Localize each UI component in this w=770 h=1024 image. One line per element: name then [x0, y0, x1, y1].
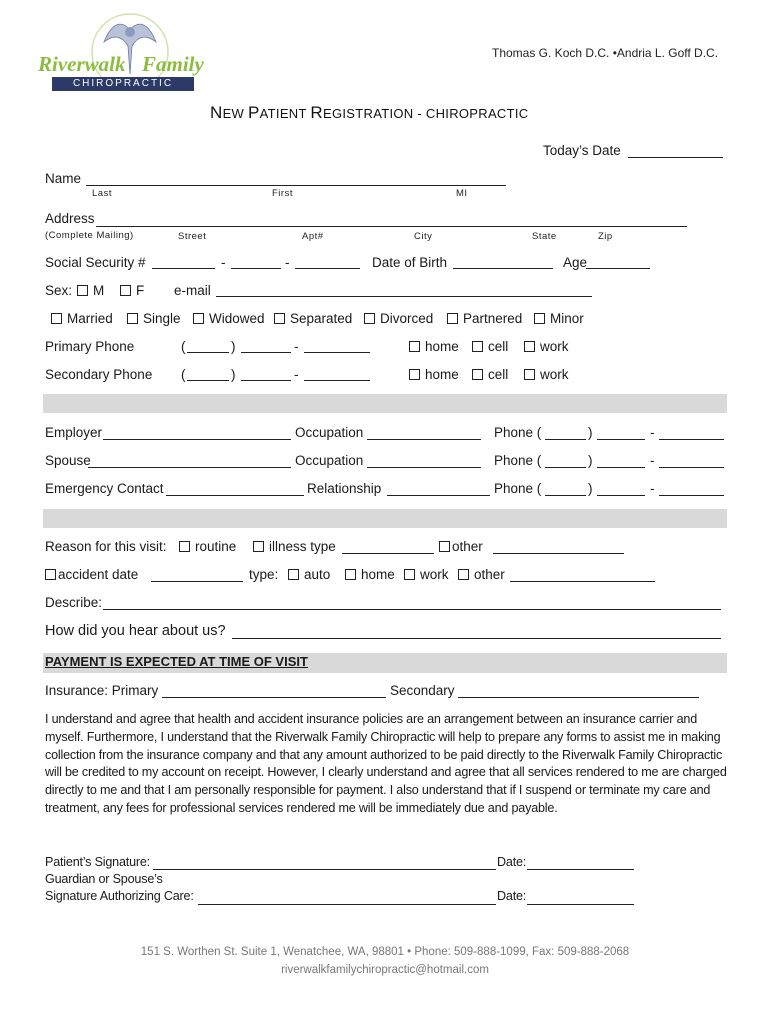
marital-label: Partnered [463, 311, 523, 326]
describe-label: Describe: [45, 595, 103, 610]
address-field[interactable] [96, 226, 687, 227]
spouse-line-field[interactable] [659, 467, 724, 468]
marital-married[interactable] [51, 311, 113, 326]
spouse-phone-label: Phone ( [494, 453, 542, 468]
phone-dash: - [294, 367, 299, 382]
occupation-label: Occupation [295, 425, 364, 440]
home-label: home [425, 367, 459, 382]
checkbox-icon [127, 313, 138, 324]
title-ew: EW [222, 106, 249, 121]
phone-dash: - [650, 481, 655, 496]
page-title [210, 103, 528, 123]
section-divider [43, 394, 727, 413]
accident-date-field[interactable] [151, 581, 243, 582]
paren-close: ) [231, 339, 236, 354]
payment-heading: PAYMENT IS EXPECTED AT TIME OF VISIT [45, 654, 308, 669]
emergency-line-field[interactable] [659, 495, 724, 496]
describe-field[interactable] [103, 609, 721, 610]
agreement-text: I understand and agree that health and accident insurance policies are an arrangement between an insurance carrier and myself. Furthermore, I understand that the Riverwalk Family Chiropractic will help to prepare any forms to assist me in making collection from the insurance company and that any amount authorized to be paid directly to the Riverwalk Family Chiropractic will be credited to my account on receipt. However, I clearly understand and agree that all services rendered to me are charged directly to me and that I am personally responsible for payment. I also understand that if I suspend or terminate my care and treatment, any fees for professional services rendered me will be immediately due and payable. [45, 712, 727, 815]
cell-label: cell [488, 367, 509, 382]
accident-label: accident date [58, 567, 139, 582]
spouse-label: Spouse [45, 453, 91, 468]
emergency-contact-field[interactable] [166, 495, 304, 496]
spouse-area-code-field[interactable] [545, 467, 586, 468]
relationship-label: Relationship [307, 481, 382, 496]
employer-field[interactable] [103, 439, 291, 440]
secondary-line-field[interactable] [304, 380, 370, 381]
footer-address: 151 S. Worthen St. Suite 1, Wenatchee, WA, 98801 • Phone: 509-888-1099, Fax: 509-888-2068 [140, 946, 630, 958]
address-state: State [532, 231, 557, 242]
primary-prefix-field[interactable] [241, 352, 291, 353]
ssn-dash-1: - [221, 255, 226, 270]
marital-label: Minor [550, 311, 584, 326]
accident-other-option[interactable] [458, 567, 505, 582]
name-first: First [272, 188, 293, 199]
checkbox-icon [524, 369, 535, 380]
section-divider [43, 509, 727, 528]
primary-cell-option[interactable] [472, 339, 508, 354]
patient-signature-label: Patient’s Signature: [45, 855, 150, 869]
secondary-cell-option[interactable] [472, 367, 508, 382]
title-egistration: EGISTRATION - CHIROPRACTIC [323, 106, 529, 121]
auto-label: auto [304, 567, 331, 582]
dob-label: Date of Birth [372, 255, 448, 270]
illness-type-field[interactable] [342, 553, 434, 554]
ssn-label: Social Security # [45, 255, 146, 270]
logo-banner-text: CHIROPRACTIC [72, 78, 174, 89]
accident-home-option[interactable] [345, 567, 395, 582]
name-field[interactable] [86, 185, 506, 186]
phone-dash: - [650, 453, 655, 468]
checkbox-icon [179, 541, 190, 552]
logo [34, 12, 214, 96]
accident-option[interactable] [45, 567, 138, 582]
accident-auto-option[interactable] [288, 567, 330, 582]
checkbox-icon [77, 285, 88, 296]
todays-date-label: Today’s Date [543, 143, 621, 158]
checkbox-icon [364, 313, 375, 324]
title-r: R [310, 103, 323, 122]
checkbox-icon [472, 369, 483, 380]
logo-banner [52, 77, 194, 91]
checkbox-icon [409, 341, 420, 352]
checkbox-icon [193, 313, 204, 324]
work-label: work [540, 367, 569, 382]
secondary-work-option[interactable] [524, 367, 569, 382]
occupation-label: Occupation [295, 453, 364, 468]
authorizing-signature-field[interactable] [198, 904, 496, 905]
primary-line-field[interactable] [304, 352, 370, 353]
ssn-field-2[interactable] [231, 268, 281, 269]
checkbox-icon [404, 569, 415, 580]
checkbox-icon [458, 569, 469, 580]
paren-open: ( [181, 339, 186, 354]
accident-work-option[interactable] [404, 567, 449, 582]
title-atient: ATIENT [259, 106, 311, 121]
address-label: Address [45, 211, 95, 226]
paren-open: ( [181, 367, 186, 382]
accident-other-field[interactable] [510, 581, 655, 582]
checkbox-icon [345, 569, 356, 580]
sex-m-option[interactable] [77, 283, 104, 298]
cell-label: cell [488, 339, 509, 354]
spouse-prefix-field[interactable] [597, 467, 645, 468]
marital-label: Widowed [209, 311, 265, 326]
title-n: N [210, 103, 223, 122]
marital-divorced[interactable] [364, 311, 433, 326]
employer-label: Employer [45, 425, 103, 440]
authorizing-signature-label: Signature Authorizing Care: [45, 889, 194, 903]
home-label: home [425, 339, 459, 354]
relationship-field[interactable] [387, 495, 490, 496]
emergency-area-code-field[interactable] [545, 495, 586, 496]
patient-signature-field[interactable] [153, 869, 496, 870]
guardian-label: Guardian or Spouse’s [45, 872, 163, 886]
paren-close: ) [588, 425, 593, 440]
address-street: Street [178, 231, 207, 242]
routine-label: routine [195, 539, 237, 554]
checkbox-icon [439, 541, 450, 552]
email-field[interactable] [216, 296, 592, 297]
name-label: Name [45, 171, 82, 186]
ssn-field-3[interactable] [295, 268, 360, 269]
insurance-primary-label: Insurance: Primary [45, 683, 159, 698]
authorizing-date-field[interactable] [527, 904, 634, 905]
name-last: Last [92, 188, 112, 199]
illness-label: illness type [269, 539, 336, 554]
marital-label: Married [67, 311, 113, 326]
primary-work-option[interactable] [524, 339, 569, 354]
home-label: home [361, 567, 395, 582]
employer-area-code-field[interactable] [545, 439, 586, 440]
checkbox-icon [288, 569, 299, 580]
paren-close: ) [588, 453, 593, 468]
footer-email: riverwalkfamilychiropractic@hotmail.com [281, 964, 489, 976]
phone-dash: - [650, 425, 655, 440]
patient-date-label: Date: [497, 855, 527, 869]
title-p: P [248, 103, 260, 122]
age-field[interactable] [586, 268, 650, 269]
email-label: e-mail [174, 283, 211, 298]
paren-close: ) [588, 481, 593, 496]
dob-field[interactable] [453, 268, 553, 269]
checkbox-icon [51, 313, 62, 324]
secondary-area-code-field[interactable] [187, 380, 229, 381]
checkbox-icon [45, 569, 56, 580]
checkbox-icon [274, 313, 285, 324]
primary-phone-label: Primary Phone [45, 339, 135, 354]
insurance-secondary-field[interactable] [458, 697, 699, 698]
marital-label: Single [143, 311, 181, 326]
reason-illness-option[interactable] [253, 539, 336, 554]
sex-label: Sex: [45, 283, 73, 298]
accident-type-label: type: [249, 567, 279, 582]
marital-separated[interactable] [274, 311, 352, 326]
checkbox-icon [447, 313, 458, 324]
marital-single[interactable] [127, 311, 181, 326]
phone-dash: - [294, 339, 299, 354]
address-apt: Apt# [302, 231, 324, 242]
work-label: work [540, 339, 569, 354]
secondary-prefix-field[interactable] [241, 380, 291, 381]
hear-field[interactable] [232, 638, 721, 639]
employer-phone-label: Phone ( [494, 425, 542, 440]
reason-routine-option[interactable] [179, 539, 236, 554]
other-label: other [474, 567, 505, 582]
marital-widowed[interactable] [193, 311, 265, 326]
logo-word-riverwalk: Riverwalk [38, 52, 126, 76]
reason-other-field[interactable] [493, 553, 624, 554]
marital-partnered[interactable] [447, 311, 522, 326]
other-label: other [452, 539, 483, 554]
marital-label: Divorced [380, 311, 434, 326]
ssn-field-1[interactable] [152, 268, 215, 269]
secondary-phone-label: Secondary Phone [45, 367, 153, 382]
authorizing-date-label: Date: [497, 889, 527, 903]
checkbox-icon [524, 341, 535, 352]
employer-occupation-field[interactable] [367, 439, 481, 440]
patient-date-field[interactable] [527, 869, 634, 870]
address-complete: (Complete Mailing) [45, 230, 134, 241]
checkbox-icon [409, 369, 420, 380]
checkbox-icon [472, 341, 483, 352]
checkbox-icon [120, 285, 131, 296]
marital-label: Separated [290, 311, 353, 326]
address-zip: Zip [598, 231, 613, 242]
emergency-phone-label: Phone ( [494, 481, 542, 496]
insurance-primary-field[interactable] [162, 697, 386, 698]
reason-label: Reason for this visit: [45, 539, 167, 554]
work-label: work [420, 567, 449, 582]
employer-prefix-field[interactable] [597, 439, 645, 440]
name-mi: MI [456, 188, 468, 199]
hear-label: How did you hear about us? [45, 623, 226, 639]
insurance-secondary-label: Secondary [390, 683, 455, 698]
checkbox-icon [253, 541, 264, 552]
ssn-dash-2: - [285, 255, 290, 270]
emergency-prefix-field[interactable] [597, 495, 645, 496]
emergency-contact-label: Emergency Contact [45, 481, 164, 496]
sex-m-label: M [93, 283, 105, 298]
sex-f-label: F [136, 283, 145, 298]
reason-other-option[interactable] [439, 539, 483, 554]
marital-minor[interactable] [534, 311, 584, 326]
checkbox-icon [534, 313, 545, 324]
doctors: Thomas G. Koch D.C. •Andria L. Goff D.C. [492, 46, 719, 60]
spouse-field[interactable] [88, 467, 291, 468]
address-city: City [414, 231, 433, 242]
age-label: Age [563, 255, 588, 270]
secondary-home-option[interactable] [409, 367, 459, 382]
todays-date-field[interactable] [628, 157, 723, 158]
logo-word-family: Family [142, 52, 204, 76]
spouse-occupation-field[interactable] [367, 467, 481, 468]
primary-area-code-field[interactable] [187, 352, 229, 353]
employer-line-field[interactable] [659, 439, 724, 440]
primary-home-option[interactable] [409, 339, 459, 354]
paren-close: ) [231, 367, 236, 382]
sex-f-option[interactable] [120, 283, 144, 298]
